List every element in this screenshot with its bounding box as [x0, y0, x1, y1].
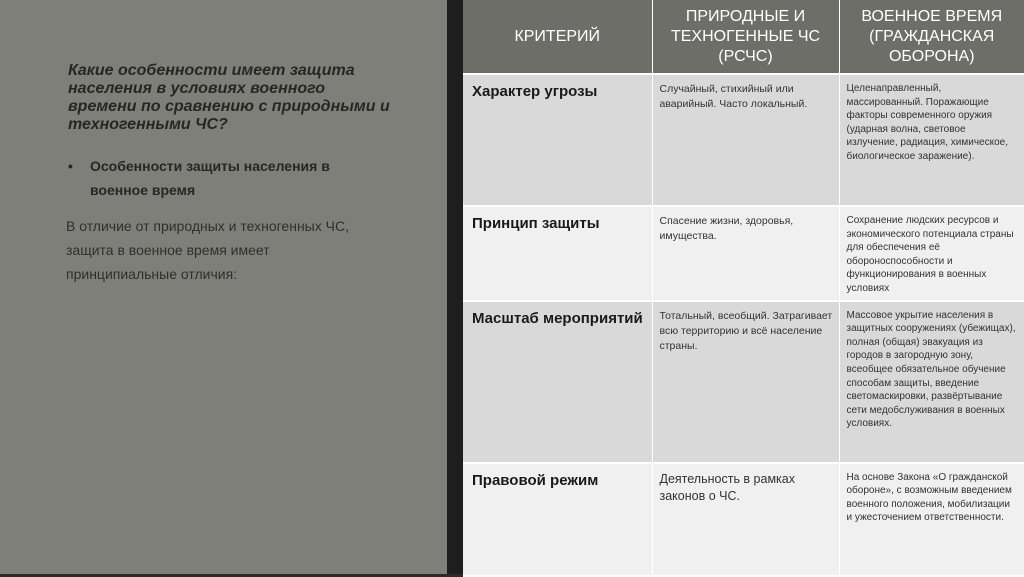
bullet-item [68, 154, 388, 202]
military-cell: Массовое укрытие населения в защитных сооружениях (убежищах), полная (общая) эвакуация из городов в загородную зону, всеобщее обязательное обучение способам защиты, введение светомаскировки, развёртывание сети медобслуживания в военных условиях. [839, 301, 1024, 463]
header-criterion: КРИТЕРИЙ [463, 0, 652, 74]
natural-cell: Тотальный, всеобщий. Затрагивает всю территорию и всё население страны. [652, 301, 839, 463]
question-heading: Какие особенности имеет защита населения в условиях военного времени по сравнению с природными и техногенными ЧС? [68, 62, 390, 133]
military-cell: Целенаправленный, массированный. Поражающие факторы современного оружия (ударная волна, световое излучение, радиация, химическое, биологическое заражение). [839, 74, 1024, 206]
criterion-cell: Принцип защиты [463, 206, 652, 301]
criterion-cell: Характер угрозы [463, 74, 652, 206]
table-row [463, 74, 1024, 206]
natural-cell: Случайный, стихийный или аварийный. Часто локальный. [652, 74, 839, 206]
bullet-marker: • [68, 158, 73, 174]
table-row [463, 301, 1024, 463]
military-cell: Сохранение людских ресурсов и экономического потенциала страны для обеспечения её обороноспособности и функционирования в военных условиях [839, 206, 1024, 301]
table-row [463, 206, 1024, 301]
intro-paragraph: В отличие от природных и техногенных ЧС, защита в военное время имеет принципиальные отличия: [66, 218, 349, 282]
header-natural: ПРИРОДНЫЕ И ТЕХНОГЕННЫЕ ЧС (РСЧС) [652, 0, 839, 74]
comparison-table-container [463, 0, 1024, 574]
natural-cell: Деятельность в рамках законов о ЧС. [652, 463, 839, 576]
bullet-text: Особенности защиты населения в военное время [90, 158, 330, 198]
header-military: ВОЕННОЕ ВРЕМЯ (ГРАЖДАНСКАЯ ОБОРОНА) [839, 0, 1024, 74]
military-cell: На основе Закона «О гражданской обороне», с возможным введением военного положения, мобилизации и ужесточением ответственности. [839, 463, 1024, 576]
left-panel [0, 0, 447, 574]
criterion-cell: Правовой режим [463, 463, 652, 576]
table-row [463, 463, 1024, 576]
table-header-row [463, 0, 1024, 74]
criterion-cell: Масштаб мероприятий [463, 301, 652, 463]
natural-cell: Спасение жизни, здоровья, имущества. [652, 206, 839, 301]
panel-divider [447, 0, 463, 574]
comparison-table [463, 0, 1024, 577]
